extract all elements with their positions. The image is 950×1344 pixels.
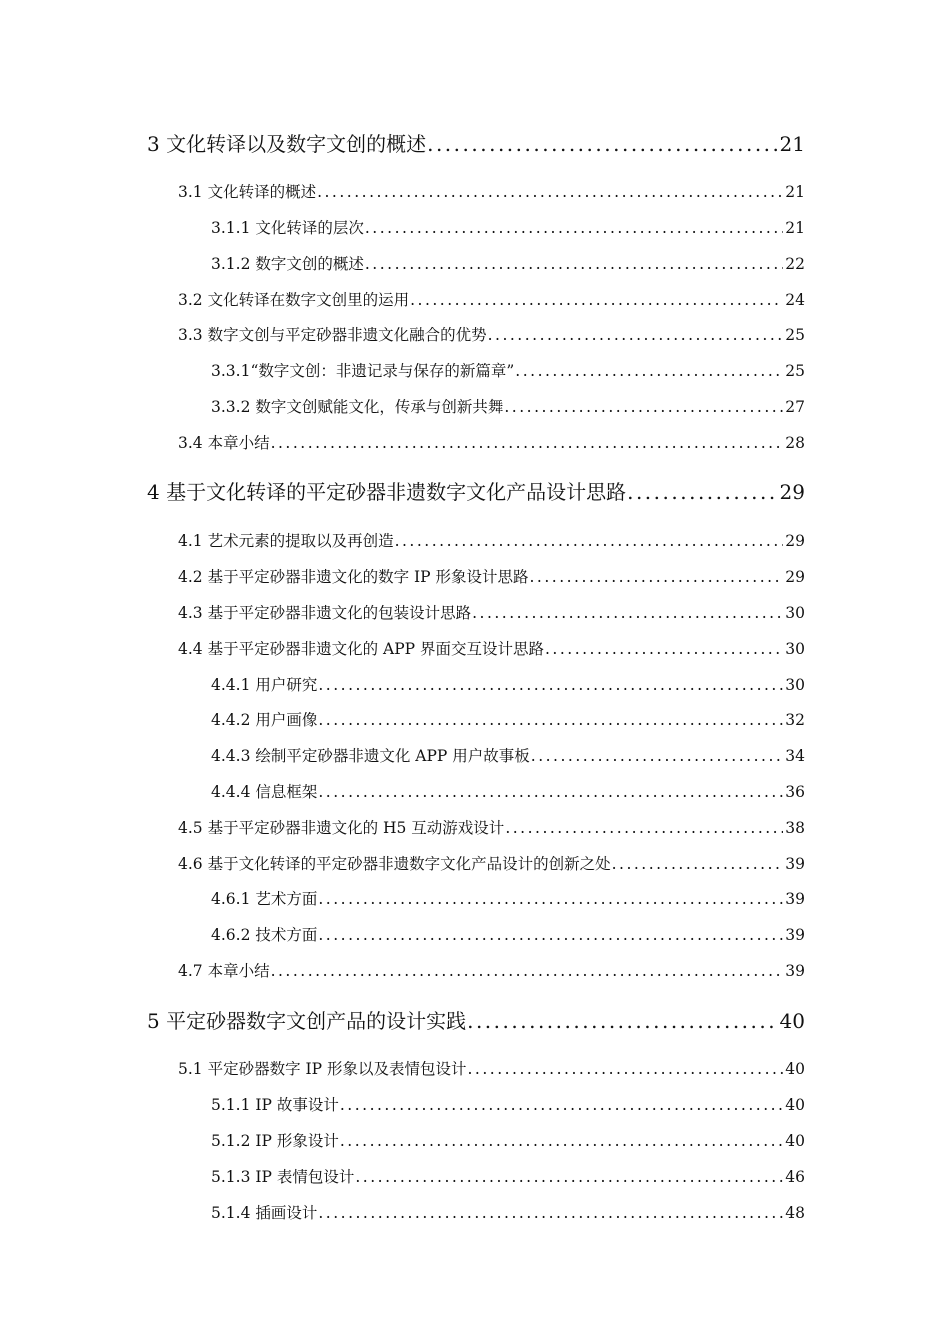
- toc-entry-3-4[interactable]: [178, 431, 805, 455]
- toc-page-number: 38: [785, 819, 805, 837]
- toc-dot-leader: [530, 568, 784, 586]
- toc-entry-5-1-4[interactable]: [211, 1201, 805, 1225]
- toc-dot-leader: [318, 711, 783, 729]
- toc-page-number: 24: [785, 291, 805, 309]
- toc-entry-3-3-2[interactable]: [211, 395, 805, 419]
- toc-dot-leader: [318, 890, 783, 908]
- toc-entry-4-7[interactable]: [178, 959, 805, 983]
- toc-dot-leader: [340, 1096, 783, 1114]
- toc-entry-chapter-3[interactable]: [147, 128, 805, 158]
- toc-entry-title: 3.1.1 文化转译的层次: [211, 219, 364, 237]
- toc-entry-title: 4.4.3 绘制平定砂器非遗文化 APP 用户故事板: [211, 747, 530, 765]
- toc-dot-leader: [427, 132, 777, 156]
- toc-entry-title: 4.1 艺术元素的提取以及再创造: [178, 532, 394, 550]
- toc-page-number: 21: [779, 132, 805, 156]
- toc-page-number: 39: [785, 962, 805, 980]
- toc-entry-4-1[interactable]: [178, 529, 805, 553]
- toc-entry-title: 5.1.2 IP 形象设计: [211, 1132, 339, 1150]
- toc-entry-5-1-3[interactable]: [211, 1165, 805, 1189]
- toc-entry-5-1-1[interactable]: [211, 1093, 805, 1117]
- toc-entry-3-1-2[interactable]: [211, 252, 805, 276]
- toc-entry-title: 4.6 基于文化转译的平定砂器非遗数字文化产品设计的创新之处: [178, 855, 611, 873]
- toc-dot-leader: [318, 783, 783, 801]
- toc-page-number: 39: [785, 926, 805, 944]
- toc-entry-3-3-1[interactable]: [211, 359, 805, 383]
- toc-entry-3-1-1[interactable]: [211, 216, 805, 240]
- toc-dot-leader: [467, 1060, 783, 1078]
- toc-entry-4-2[interactable]: [178, 565, 805, 589]
- toc-page-number: 40: [785, 1096, 805, 1114]
- toc-entry-title: 4 基于文化转译的平定砂器非遗数字文化产品设计思路: [147, 480, 627, 504]
- toc-entry-title: 4.4 基于平定砂器非遗文化的 APP 界面交互设计思路: [178, 640, 544, 658]
- toc-entry-4-5[interactable]: [178, 816, 805, 840]
- toc-dot-leader: [355, 1168, 783, 1186]
- toc-dot-leader: [531, 747, 783, 765]
- toc-dot-leader: [395, 532, 784, 550]
- toc-entry-title: 3.3.1“数字文创：非遗记录与保存的新篇章”: [211, 362, 515, 380]
- toc-page-number: 25: [785, 326, 805, 344]
- toc-page-number: 29: [779, 480, 805, 504]
- toc-dot-leader: [365, 255, 783, 273]
- toc-dot-leader: [340, 1132, 783, 1150]
- toc-page-number: 22: [785, 255, 805, 273]
- toc-entry-title: 5 平定砂器数字文创产品的设计实践: [147, 1009, 467, 1033]
- toc-entry-4-3[interactable]: [178, 601, 805, 625]
- toc-entry-title: 3.1 文化转译的概述: [178, 183, 317, 201]
- toc-entry-4-4[interactable]: [178, 637, 805, 661]
- toc-page-number: 34: [785, 747, 805, 765]
- toc-page-number: 39: [785, 855, 805, 873]
- toc-entry-chapter-4[interactable]: [147, 476, 805, 506]
- toc-page-number: 25: [785, 362, 805, 380]
- toc-entry-title: 3.3.2 数字文创赋能文化，传承与创新共舞: [211, 398, 504, 416]
- toc-entry-5-1-2[interactable]: [211, 1129, 805, 1153]
- toc-entry-title: 4.4.1 用户研究: [211, 676, 318, 694]
- toc-entry-title: 3 文化转译以及数字文创的概述: [147, 132, 427, 156]
- toc-entry-title: 5.1 平定砂器数字 IP 形象以及表情包设计: [178, 1060, 467, 1078]
- toc-page-number: 32: [785, 711, 805, 729]
- toc-entry-4-4-1[interactable]: [211, 673, 805, 697]
- toc-entry-chapter-5[interactable]: [147, 1005, 805, 1035]
- toc-dot-leader: [318, 1204, 783, 1222]
- toc-entry-title: 4.4.4 信息框架: [211, 783, 318, 801]
- toc-entry-title: 3.4 本章小结: [178, 434, 270, 452]
- toc-dot-leader: [410, 291, 783, 309]
- toc-entry-3-1[interactable]: [178, 180, 805, 204]
- toc-dot-leader: [318, 926, 783, 944]
- toc-page-number: 40: [785, 1060, 805, 1078]
- toc-entry-4-6-1[interactable]: [211, 887, 805, 911]
- toc-page-number: 46: [785, 1168, 805, 1186]
- toc-entry-title: 5.1.3 IP 表情包设计: [211, 1168, 355, 1186]
- toc-page-number: 30: [785, 676, 805, 694]
- toc-page-number: 21: [785, 183, 805, 201]
- toc-dot-leader: [488, 326, 784, 344]
- toc-entry-title: 4.5 基于平定砂器非遗文化的 H5 互动游戏设计: [178, 819, 505, 837]
- toc-dot-leader: [467, 1009, 777, 1033]
- toc-dot-leader: [318, 676, 783, 694]
- toc-page-number: 28: [785, 434, 805, 452]
- toc-entry-3-3[interactable]: [178, 323, 805, 347]
- toc-page-number: 30: [785, 640, 805, 658]
- toc-entry-title: 5.1.1 IP 故事设计: [211, 1096, 339, 1114]
- toc-dot-leader: [612, 855, 784, 873]
- toc-dot-leader: [545, 640, 783, 658]
- toc-page-number: 29: [785, 532, 805, 550]
- toc-entry-4-4-2[interactable]: [211, 708, 805, 732]
- toc-dot-leader: [627, 480, 777, 504]
- toc-entry-4-4-4[interactable]: [211, 780, 805, 804]
- toc-entry-4-6-2[interactable]: [211, 923, 805, 947]
- toc-entry-3-2[interactable]: [178, 288, 805, 312]
- toc-dot-leader: [515, 362, 783, 380]
- toc-entry-title: 4.4.2 用户画像: [211, 711, 318, 729]
- toc-entry-title: 4.6.2 技术方面: [211, 926, 318, 944]
- toc-entry-5-1[interactable]: [178, 1057, 805, 1081]
- toc-entry-title: 4.2 基于平定砂器非遗文化的数字 IP 形象设计思路: [178, 568, 529, 586]
- toc-entry-title: 5.1.4 插画设计: [211, 1204, 318, 1222]
- toc-entry-title: 3.2 文化转译在数字文创里的运用: [178, 291, 410, 309]
- toc-page-number: 48: [785, 1204, 805, 1222]
- toc-page-number: 21: [785, 219, 805, 237]
- toc-page-number: 40: [779, 1009, 805, 1033]
- toc-entry-title: 3.1.2 数字文创的概述: [211, 255, 364, 273]
- toc-page-number: 29: [785, 568, 805, 586]
- toc-entry-title: 3.3 数字文创与平定砂器非遗文化融合的优势: [178, 326, 487, 344]
- toc-entry-title: 4.7 本章小结: [178, 962, 270, 980]
- toc-entry-4-6[interactable]: [178, 852, 805, 876]
- toc-dot-leader: [317, 183, 783, 201]
- toc-dot-leader: [271, 434, 784, 452]
- toc-entry-title: 4.6.1 艺术方面: [211, 890, 318, 908]
- toc-dot-leader: [504, 398, 783, 416]
- toc-page-number: 39: [785, 890, 805, 908]
- toc-dot-leader: [505, 819, 783, 837]
- toc-dot-leader: [365, 219, 783, 237]
- toc-page-number: 40: [785, 1132, 805, 1150]
- toc-entry-4-4-3[interactable]: [211, 744, 805, 768]
- toc-dot-leader: [271, 962, 784, 980]
- toc-entry-title: 4.3 基于平定砂器非遗文化的包装设计思路: [178, 604, 472, 622]
- toc-dot-leader: [472, 604, 783, 622]
- toc-page-number: 27: [785, 398, 805, 416]
- toc-page-number: 36: [785, 783, 805, 801]
- toc-page-number: 30: [785, 604, 805, 622]
